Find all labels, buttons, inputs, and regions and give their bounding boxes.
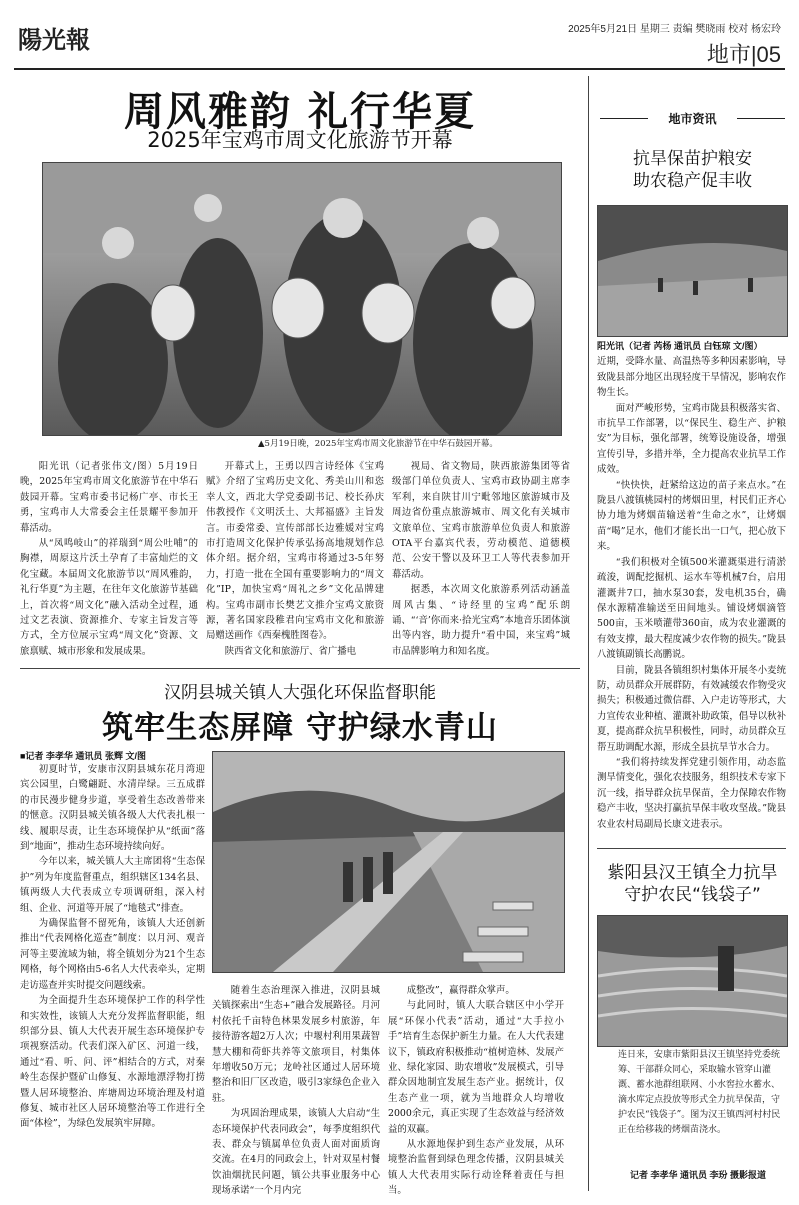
second-photo — [212, 751, 565, 973]
paragraph: 开幕式上，王勇以四言诗经体《宝鸡赋》介绍了宝鸡历史文化、秀美山川和恣幸人文，西北大学党委副书记、校长孙庆伟教授作《文明沃土、大邦福盛》主旨发言。市委常委、宣传部部长边雅媛对宝鸡市打造周文化保护传承弘扬高地规划作总体介绍。据介绍，宝鸡市将通过3-5年努力，打造一批在全国有重要影响力的“周文化”IP，加快宝鸡“周礼之乡”文化品牌建构。宝鸡市副市长樊艺文推介宝鸡文旅资源，著名国家段稚君向宝鸡市文化和旅游局赠送画作《西秦槐胜图卷》。 — [206, 461, 384, 642]
watering-seedlings-illustration — [598, 916, 787, 1046]
lakeside-path-illustration — [213, 752, 564, 972]
paragraph: 从“凤鸣岐山”的祥瑞到“周公吐哺”的胸襟，周原这片沃土孕育了丰富灿烂的文化宝藏。本届周文化旅游节以“周风雅韵，礼行华夏”为主题，在往年文化旅游节基础上，首次将“周文化”融入活动全过程，通过文艺表演、资源推介、专家主旨发言等方式，全方位展示宝鸡“周文化”资源、文旅禀赋、城市形象和发展成果。 — [20, 538, 198, 657]
paragraph: 今年以来，城关镇人大主席团将“生态保护”列为年度监督重点，组织辖区134名县、镇两级人大代表成立专项调研组，深入村组、企业、河道等开展了“地毯式”排查。 — [20, 856, 205, 914]
sidebar-label-box — [600, 108, 785, 128]
section-divider — [20, 668, 580, 669]
second-kicker: 汉阴县城关镇人大强化环保监督职能 — [164, 683, 436, 703]
second-byline: ■记者 李孝华 通讯员 张辉 文/图 — [20, 751, 146, 761]
news1-body — [597, 339, 786, 832]
paragraph: 近期，受降水量、高温热等多种因素影响，导致陇县部分地区出现轻度干旱情况，影响农作物生长。 — [597, 356, 786, 399]
paragraph: “我们将持续发挥党建引领作用，动态监测旱情变化，强化农技服务，组织技术专家下沉一线，指导群众抗旱保苗，全力保障农作物稳产丰收，坚决打赢抗旱保丰收攻坚战。”陇县农业农村局副局长康文进表示。 — [597, 756, 786, 830]
second-column-2 — [212, 983, 380, 1199]
news2-headline-line2: 守护农民“钱袋子” — [624, 885, 761, 905]
lead-column-2 — [206, 459, 384, 659]
sidebar-divider — [588, 76, 589, 1191]
second-headline: 筑牢生态屏障 守护绿水青山 — [102, 710, 498, 746]
label-rule-left — [600, 118, 648, 119]
news1-photo — [597, 205, 788, 337]
news1-headline-line2: 助农稳产促丰收 — [633, 171, 752, 191]
issue-meta: 2025年5月21日 星期三 责编 樊晓雨 校对 杨宏玲 — [568, 24, 781, 35]
lead-photo-caption: ▲5月19日晚，2025年宝鸡市周文化旅游节在中华石鼓园开幕。 — [258, 439, 498, 449]
news2-headline-line1: 紫阳县汉王镇全力抗旱 — [607, 863, 778, 883]
paragraph: 阳光讯（记者张伟文/图）5月19日晚，2025年宝鸡市周文化旅游节在中华石鼓园开幕。宝鸡市委书记杨广亭、市长王勇，宝鸡市人大常委会主任景耀平参加开幕活动。 — [20, 461, 198, 534]
top-rule — [14, 68, 785, 70]
performers-photo-illustration — [43, 163, 561, 435]
second-column-3 — [388, 983, 564, 1199]
news2-caption: 连日来，安康市紫阳县汉王镇坚持党委统筹、干部群众同心，采取输水管穿山灌溉、蓄水池群组联网、小水窖拉水蓄水、滴水库定点投放等形式全力抗旱保苗，守护农民“钱袋子”。图为汉王镇西河村村民正在给移栽的烤烟苗浇水。 — [618, 1050, 781, 1135]
paragraph: 成整改”，赢得群众掌声。 — [406, 985, 515, 996]
section-label: 地市|05 — [706, 42, 781, 67]
paragraph: “快快快，赶紧给这边的苗子来点水。”在陇县八渡镇桃园村的烤烟田里，村民们正齐心协力地为烤烟苗输送着“生命之水”，让烤烟苗“喝”足水，他们才能长出一口气，把心放下来。 — [597, 479, 786, 553]
lead-column-3 — [392, 459, 570, 659]
paragraph: “我们积极对全镇500米灌溉渠进行清淤疏浚，调配挖掘机、运水车等机械7台，启用灌溉井7口，抽水泵30套，发电机35台，确保水源精准输送至田间地头。铺设烤烟滴管500亩，玉米喷灌带360亩，成为农业灌溉的有效支撑，最大程度减少农作物的损失。”陇县八渡镇副镇长高鹏说。 — [597, 556, 786, 661]
paragraph: 面对严峻形势，宝鸡市陇县积极落实省、市抗旱工作部署，以“保民生、稳生产、护粮安”为目标，强化部署，统筹设施设备，增强宣传引导，多措并举，全力提高农业抗旱工作成效。 — [597, 402, 786, 476]
field-work-illustration — [598, 206, 787, 336]
paragraph: 为巩固治理成果，该镇人大启动“生态环境保护代表同政会”，每季度组织代表、群众与镇属单位负责人面对面质询交流。在4月的同政会上，针对双星村餐饮油烟扰民问题，镇公共事业服务中心现场承诺“一个月内完 — [212, 1108, 380, 1197]
news1-headline-line1: 抗旱保苗护粮安 — [633, 149, 752, 169]
lead-photo — [42, 162, 562, 436]
lead-column-1 — [20, 459, 198, 659]
paragraph: 为确保监督不留死角，该镇人大还创新推出“代表网格化巡查”制度：以月河、观音河等主要流域为轴，将全镇划分为21个生态网格，每个网格由5-6名人大代表牵头，定期走访巡查并实时提交问题线索。 — [20, 918, 205, 991]
paragraph: 为全面提升生态环境保护工作的科学性和实效性，该镇人大充分发挥监督职能，组织部分县、镇人大代表开展生态环境保护专项视察活动。代表们深入矿区、河道一线，通过“看、听、问、评”相结合的方式，对秦岭生态保护暨矿山修复、水源地漂浮物打捞暨人居环境整治、库塘周边环境治理及村道修复、城市社区人居环境整治等工作进行全面“体检”，为绿色发展筑牢屏障。 — [20, 995, 205, 1130]
newspaper-logo: 陽光報 — [18, 25, 90, 54]
paragraph: 陕西省文化和旅游厅、省广播电 — [224, 645, 357, 657]
paragraph: 视局、省文物局，陕西旅游集团等省级部门单位负责人、宝鸡市政协副主席李军利，来自陕甘川宁毗邻地区旅游城市及周边省份重点旅游城市、周文化有关城市文旅单位、宝鸡市旅游单位负责人和旅游OTA平台嘉宾代表，劳动模范、道德模范、公安干警以及环卫工人等代表参加开幕活动。 — [392, 461, 570, 580]
lead-headline: 周风雅韵 礼行华夏 — [124, 89, 476, 135]
paragraph: 据悉，本次周文化旅游系列活动涵盖周风古集、“诗经里的宝鸡”配乐朗诵、“‘音’你而来·拾光宝鸡”本地音乐团体演出等内容，助力提升“看中国，来宝鸡”城市品牌影响力和知名度。 — [392, 584, 570, 657]
paragraph: 随着生态治理深入推进，汉阴县城关镇探索出“生态+”融合发展路径。月河村依托千亩特色林果发展乡村旅游，年接待游客超2万人次；中堰村利用果蔬智慧大棚和荷虾共养等文旅项目，村集体年增收50万元；龙岭社区通过人居环境整治和旧厂区改造，吸引3家绿色企业入驻。 — [212, 985, 380, 1104]
news1-byline: 阳光讯（记者 芮杨 通讯员 白钰琼 文/图） — [597, 341, 763, 351]
news2-photo — [597, 915, 788, 1047]
paragraph: 目前，陇县各镇组织村集体开展冬小麦统防，动员群众开展群防，有效减缓农作物受灾损失；积极通过微信群、入户走访等形式，大力宣传农业种植、灌溉补助政策，倡导以秋补夏，提高群众抗旱积极性，同时，动员群众互帮互助调配水源，形成全县抗旱节水合力。 — [597, 664, 786, 753]
paragraph: 从水源地保护到生态产业发展，从环境整治监督到绿色理念传播，汉阴县城关镇人大代表用实际行动诠释着责任与担当。 — [388, 1139, 564, 1197]
second-column-1 — [20, 762, 205, 1132]
lead-subheadline: 2025年宝鸡市周文化旅游节开幕 — [147, 128, 453, 152]
sidebar-label: 地市资讯 — [668, 112, 717, 126]
paragraph: 初夏时节，安康市汉阴县城东花月湾迎宾公园里，白鹭翩跹、水清岸绿。三五成群的市民漫步健身步道，享受着生态改善带来的惬意。汉阴县城关镇各级人大代表扎根一线、履职尽责，让生态环境保护从“纸面”落到“地面”，推动生态环境持续向好。 — [20, 764, 205, 853]
label-rule-right — [737, 118, 785, 119]
news2-byline: 记者 李孝华 通讯员 李玢 摄影报道 — [630, 1170, 767, 1180]
sidebar-divider-2 — [597, 848, 786, 849]
paragraph: 与此同时，镇人大联合辖区中小学开展“环保小代表”活动，通过“大手拉小手”培育生态保护新生力量。在人大代表建议下，镇政府积极推动“植树造林、发展产业、绿化家园、助农增收”发展模式，引导群众因地制宜发展生态产业。据统计，仅生态产业一项，就为当地群众人均增收2000余元，真正实现了生态效益与经济效益的双赢。 — [388, 1000, 564, 1135]
